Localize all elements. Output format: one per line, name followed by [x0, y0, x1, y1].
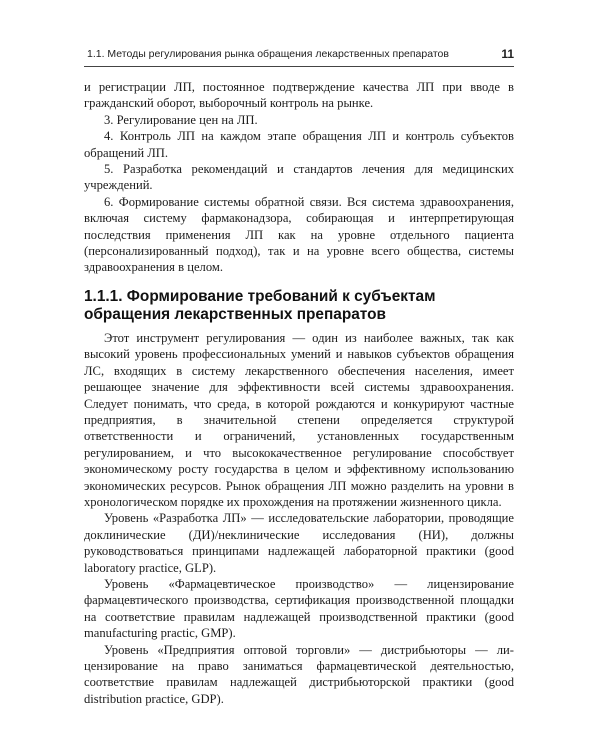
list-item-6: 6. Формирование системы обратной связи. Вся система здравоохранения, включая систему фармаконадзора, собирающая и интерпретирующая последствия применения ЛП как на уровне отдельного пациента (персонализированный подход), так и на уровне всего общества, системы здравоохранения в целом. — [84, 194, 514, 275]
paragraph-continuation: и регистрации ЛП, постоянное подтверждение качества ЛП при вводе в гражданский оборот, выборочный контроль на рынке. — [84, 80, 514, 111]
paragraph-manufacturing-level: Уровень «Фармацевтическое производство» — лицензирование фармацевтического производства, сертификация производственной площадки на соответствие правилам надлежащей производственной практики (good manufacturing practic, GMP). — [84, 576, 514, 641]
paragraph-regulation-tool: Этот инструмент регулирования — один из наиболее важных, так как высокий уровень профессиональных умений и навыков субъектов обращения ЛС, входящих в систему лекарственного обеспечения населения, имеет решающее значение для эффективности всей системы здравоохранения. Следует понимать, что среда, в которой рождаются и конкурируют частные предприятия, в значительной степени определяется структурой ответственности и ограничений, установленных государственным регулированием, и что высококачественное регулирование способствует экономическому росту государства в целом и эффективному использованию экономических ресурсов. Рынок обращения ЛП можно разделить на уровни в хронологическом порядке их прохождения на протяжении жизненного цикла. — [84, 330, 514, 509]
running-title: 1.1. Методы регулирования рынка обращения лекарственных препаратов — [87, 48, 449, 60]
section-heading: 1.1.1. Формирование требований к субъектам обращения лекарственных препаратов — [84, 287, 436, 323]
paragraph-development-level: Уровень «Разработка ЛП» — исследовательские лаборатории, проводящие доклинические (ДИ)/неклинические исследования (НИ), должны руководствоваться принципами надлежащей лабораторной практики (good laboratory practice, GLP). — [84, 511, 514, 575]
list-item-5: 5. Разработка рекомендаций и стандартов лечения для медицинских учреждений. — [84, 162, 514, 193]
header-rule — [84, 66, 514, 67]
running-header — [84, 46, 514, 62]
page-body — [84, 79, 514, 707]
list-item-4: 4. Контроль ЛП на каждом этапе обращения ЛП и контроль субъектов обращений ЛП. — [84, 129, 514, 160]
paragraph-wholesale-level: Уровень «Предприятия оптовой торговли» — дистрибьюторы — лицензирование на право заниматься фармацевтической деятельностью, соответствие правилам надлежащей дистрибьюторской практики (good distribution practice, GDP). — [84, 642, 514, 706]
page-number: 11 — [501, 47, 514, 61]
list-item-3: 3. Регулирование цен на ЛП. — [104, 112, 258, 127]
